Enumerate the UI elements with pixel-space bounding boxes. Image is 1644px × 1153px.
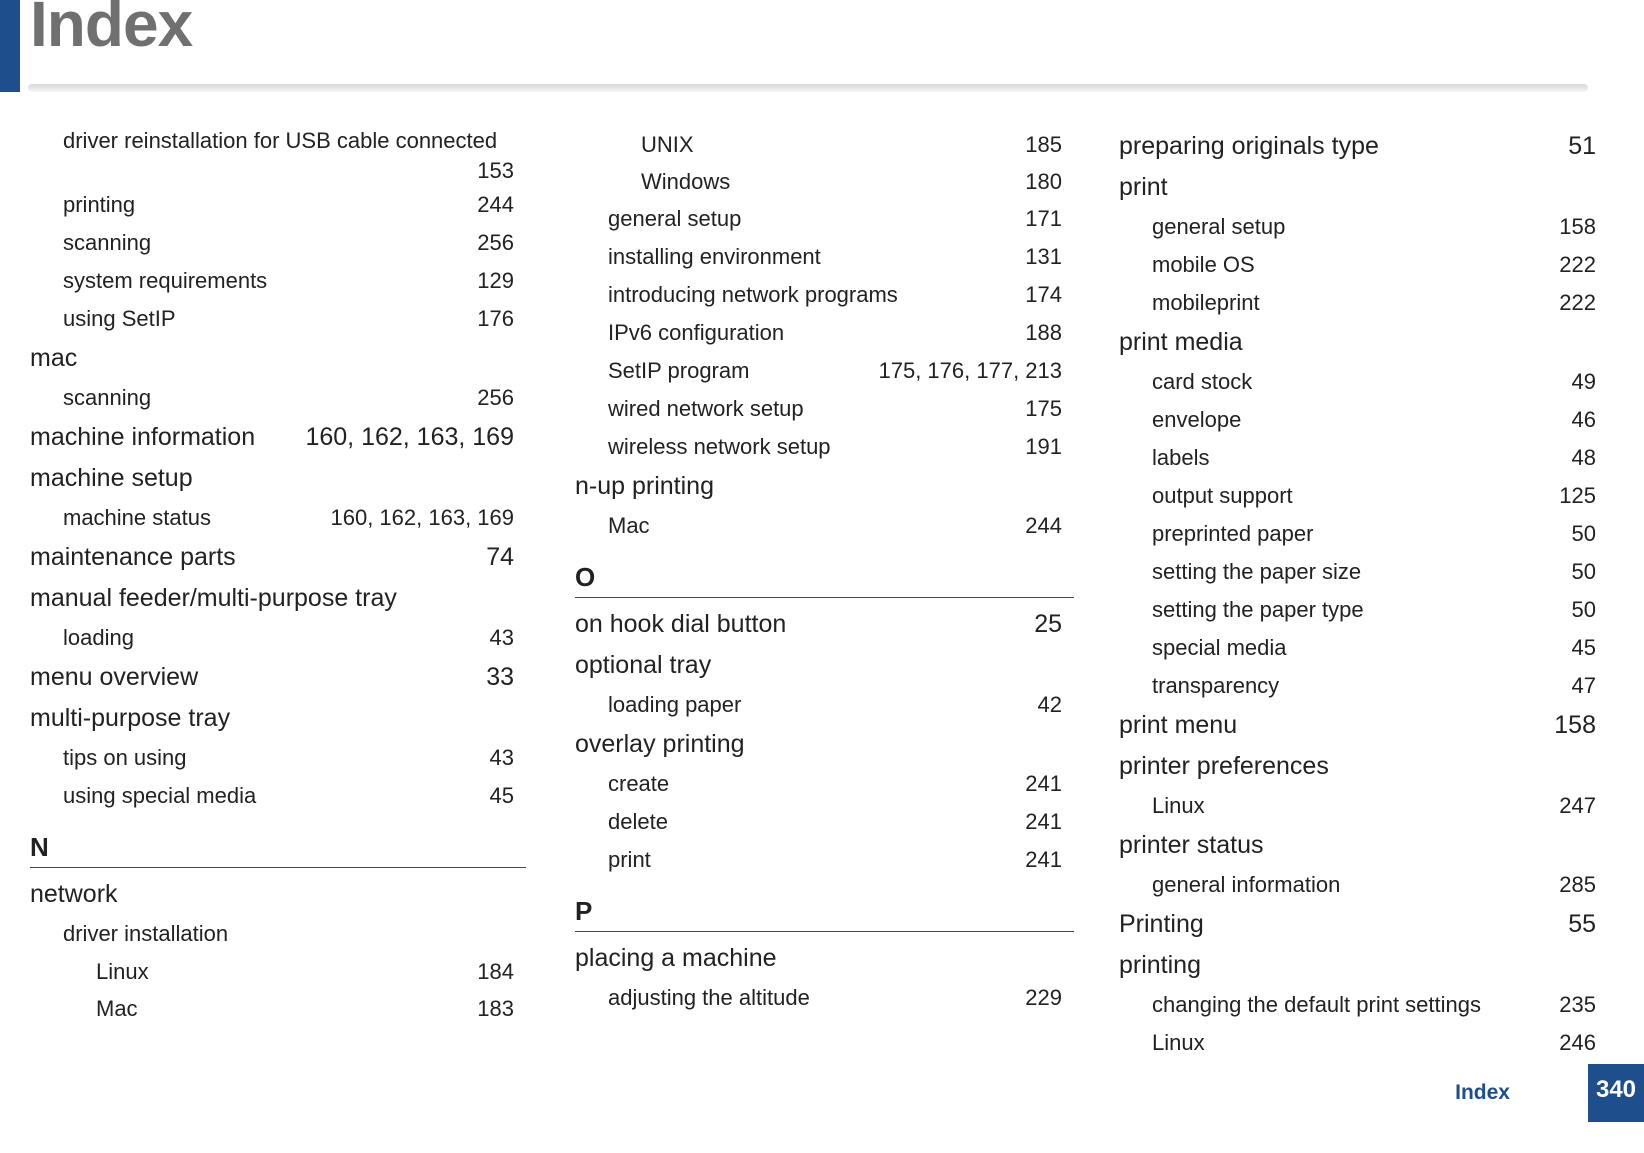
index-entry-pages: 153 [477,158,514,183]
index-entry-pages: 47 [1571,673,1596,698]
index-entry [575,803,1074,841]
index-entry-label: mobile OS [1152,252,1255,277]
index-entry-label: preprinted paper [1152,521,1314,546]
index-entry-pages: 241 [1025,847,1062,872]
index-entry [1119,208,1608,246]
index-entry-pages: 222 [1559,290,1596,315]
index-entry-label: wired network setup [608,396,804,421]
index-entry-label: network [30,880,118,908]
index-entry-pages: 45 [489,783,514,808]
page-title: Index [30,0,193,60]
index-entry-label: card stock [1152,369,1253,394]
index-entry-label: installing environment [608,244,821,269]
index-entry-label: mac [30,344,78,372]
index-entry-pages: 46 [1571,407,1596,432]
index-entry-pages: 244 [477,192,514,217]
index-entry-label: scanning [63,385,152,410]
index-entry-pages: 131 [1025,244,1062,269]
index-entry-pages: 244 [1025,513,1062,538]
index-entry [1119,363,1608,401]
index-entry [575,428,1074,466]
index-entry-label: print [1119,173,1168,201]
index-entry [30,777,526,815]
index-entry-label: tips on using [63,745,187,770]
index-entry [1119,322,1608,363]
index-entry-label: introducing network programs [608,282,898,307]
index-entry-pages: 222 [1559,252,1596,277]
index-entry-label: scanning [63,230,152,255]
index-entry-label: print [608,847,651,872]
index-entry-pages: 125 [1559,483,1596,508]
index-entry-label: maintenance parts [30,543,236,571]
index-entry-label: system requirements [63,268,268,293]
index-entry-label: Mac [608,513,650,538]
index-entry [575,979,1074,1017]
index-entry [30,186,526,224]
index-entry-label: loading paper [608,692,742,717]
index-entry-pages: 176 [477,306,514,331]
index-entry-pages: 50 [1571,597,1596,622]
index-entry-label: changing the default print settings [1152,992,1482,1017]
index-entry-label: n-up printing [575,472,714,500]
index-entry-pages: 49 [1571,369,1596,394]
section-letter: P [575,891,1074,932]
index-entry [30,126,526,186]
index-entry-pages: 241 [1025,809,1062,834]
index-entry-pages: 55 [1568,910,1596,938]
index-entry-label: print media [1119,328,1243,356]
index-entry [1119,787,1608,825]
index-entry-label: preparing originals type [1119,132,1379,160]
index-entry-label: menu overview [30,663,199,691]
index-entry-label: general setup [608,206,742,231]
index-entry-pages: 256 [477,385,514,410]
index-entry [1119,246,1608,284]
index-entry-label: using SetIP [63,306,176,331]
index-entry-pages: 33 [486,663,514,691]
index-entry [575,686,1074,724]
index-entry [30,874,526,915]
title-divider [28,84,1588,92]
index-entry-label: SetIP program [608,358,750,383]
index-column-2 [575,126,1074,1017]
index-entry [30,657,526,698]
index-column-3 [1119,126,1608,1062]
index-entry [30,537,526,578]
index-entry-pages: 191 [1025,434,1062,459]
index-entry [1119,553,1608,591]
section-letter: O [575,557,1074,598]
index-entry [30,262,526,300]
index-entry-label: wireless network setup [608,434,831,459]
index-entry-label: envelope [1152,407,1242,432]
index-entry-label: overlay printing [575,730,745,758]
index-entry [575,724,1074,765]
index-entry-pages: 241 [1025,771,1062,796]
index-entry-label: machine setup [30,464,193,492]
index-entry-pages: 25 [1034,610,1062,638]
index-entry-pages: 256 [477,230,514,255]
index-entry-label: mobileprint [1152,290,1260,315]
index-entry-label: Printing [1119,910,1204,938]
index-entry [575,841,1074,879]
index-entry [30,739,526,777]
index-entry-label: create [608,771,670,796]
index-entry-pages: 51 [1568,132,1596,160]
index-entry-label: printing [63,192,136,217]
index-entry [575,314,1074,352]
index-entry [1119,986,1608,1024]
index-entry-label: printer preferences [1119,752,1329,780]
index-entry-label: Linux [1152,793,1205,818]
index-entry [1119,945,1608,986]
index-entry-pages: 175 [1025,396,1062,421]
index-entry [1119,439,1608,477]
index-entry [30,379,526,417]
index-entry-pages: 235 [1559,992,1596,1017]
index-entry [575,163,1074,200]
index-entry-label: manual feeder/multi-purpose tray [30,584,397,612]
index-entry [1119,667,1608,705]
index-entry [575,238,1074,276]
index-entry-pages: 45 [1571,635,1596,660]
footer-section-label: Index [1455,1081,1510,1104]
index-entry [30,338,526,379]
index-entry-pages: 50 [1571,521,1596,546]
index-entry-pages: 185 [1025,132,1062,157]
index-entry [575,938,1074,979]
index-entry-label: output support [1152,483,1293,508]
index-entry [575,507,1074,545]
index-entry-pages: 48 [1571,445,1596,470]
index-entry-label: adjusting the altitude [608,985,810,1010]
index-entry-pages: 42 [1037,692,1062,717]
index-entry-label: general information [1152,872,1341,897]
index-entry-pages: 246 [1559,1030,1596,1055]
index-entry [1119,746,1608,787]
index-entry-pages: 180 [1025,169,1062,194]
index-entry-pages: 158 [1554,711,1596,739]
index-entry-label: driver reinstallation for USB cable connected [63,128,498,153]
section-letter: N [30,827,526,868]
index-entry [575,126,1074,163]
index-entry [1119,1024,1608,1062]
index-entry-pages: 184 [477,959,514,984]
index-entry-pages: 171 [1025,206,1062,231]
index-entry-pages: 43 [489,745,514,770]
index-entry-pages: 247 [1559,793,1596,818]
index-entry [1119,591,1608,629]
index-entry-label: Linux [1152,1030,1205,1055]
index-entry [30,300,526,338]
index-entry-label: Linux [96,959,149,984]
index-entry-label: machine status [63,505,211,530]
index-entry [1119,515,1608,553]
index-entry [575,604,1074,645]
index-entry [30,990,526,1027]
index-entry-pages: 285 [1559,872,1596,897]
index-entry-pages: 174 [1025,282,1062,307]
index-entry [1119,866,1608,904]
index-entry [575,466,1074,507]
index-entry [1119,401,1608,439]
index-entry [30,417,526,458]
index-entry-label: machine information [30,423,256,451]
index-entry-label: delete [608,809,668,834]
index-entry-label: UNIX [641,132,694,157]
index-entry-label: using special media [63,783,257,808]
index-entry [575,645,1074,686]
index-entry-label: Windows [641,169,731,194]
index-entry [30,224,526,262]
index-entry-label: general setup [1152,214,1286,239]
index-entry-pages: 183 [477,996,514,1021]
index-entry [30,698,526,739]
index-entry-label: on hook dial button [575,610,787,638]
index-entry [1119,284,1608,322]
index-entry-pages: 74 [486,543,514,571]
index-entry-pages: 129 [477,268,514,293]
index-entry-pages: 175, 176, 177, 213 [878,358,1062,383]
index-entry-label: setting the paper size [1152,559,1362,584]
index-entry-label: printing [1119,951,1201,979]
index-entry [1119,126,1608,167]
index-entry [1119,167,1608,208]
index-entry-pages: 229 [1025,985,1062,1010]
index-entry-label: IPv6 configuration [608,320,785,345]
index-entry [1119,705,1608,746]
index-entry [1119,825,1608,866]
index-entry [30,953,526,990]
index-entry-pages: 43 [489,625,514,650]
header-accent-bar [0,0,20,92]
index-entry-pages: 188 [1025,320,1062,345]
index-column-1 [30,126,526,1027]
index-entry-label: optional tray [575,651,712,679]
index-entry-label: setting the paper type [1152,597,1364,622]
index-entry [1119,904,1608,945]
index-entry [575,200,1074,238]
index-entry [575,390,1074,428]
index-entry [30,578,526,619]
index-entry-label: Mac [96,996,138,1021]
index-entry-label: labels [1152,445,1210,470]
index-entry-pages: 158 [1559,214,1596,239]
index-entry-pages: 50 [1571,559,1596,584]
index-entry [575,765,1074,803]
index-entry [1119,477,1608,515]
index-entry [30,458,526,499]
page-number: 340 [1588,1064,1644,1122]
index-entry-label: driver installation [63,921,229,946]
index-entry-label: special media [1152,635,1287,660]
index-entry-label: transparency [1152,673,1280,698]
index-entry-pages: 160, 162, 163, 169 [330,505,514,530]
index-entry-label: print menu [1119,711,1238,739]
index-entry [30,619,526,657]
index-entry-label: multi-purpose tray [30,704,231,732]
index-entry-label: placing a machine [575,944,777,972]
index-entry-label: loading [63,625,134,650]
index-entry [30,499,526,537]
index-entry [575,276,1074,314]
index-entry [30,915,526,953]
index-entry [1119,629,1608,667]
index-entry [575,352,1074,390]
index-entry-label: printer status [1119,831,1264,859]
index-entry-pages: 160, 162, 163, 169 [305,423,514,451]
